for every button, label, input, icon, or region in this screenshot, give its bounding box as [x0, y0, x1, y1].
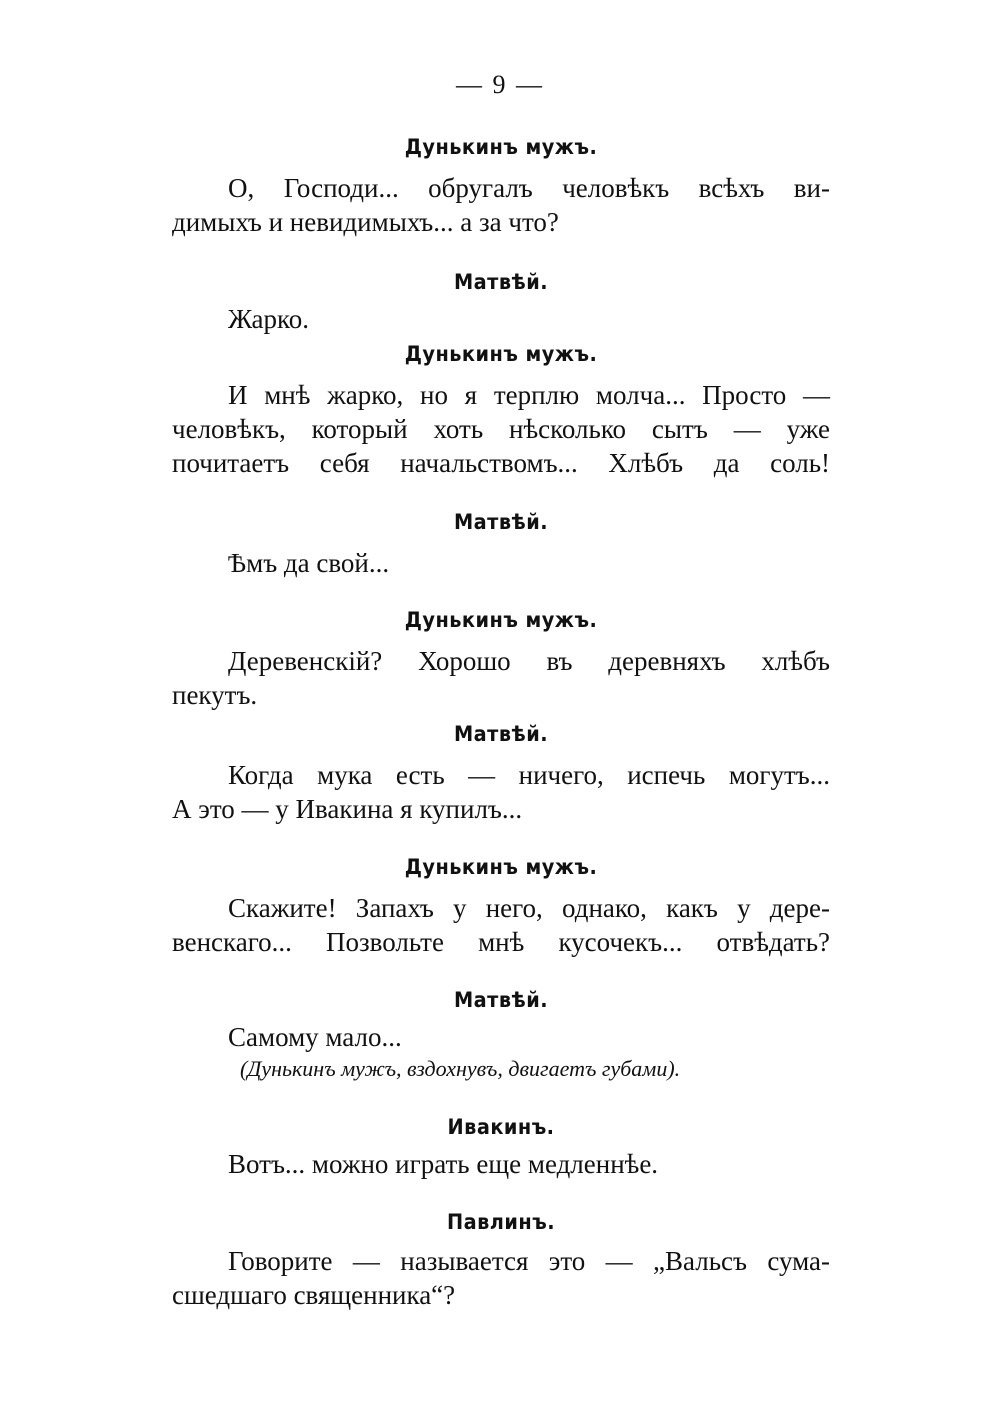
dialogue-block: [172, 1210, 830, 1312]
dialogue-line: пекутъ.: [172, 680, 258, 710]
speaker-name: Дунькинъ мужъ.: [404, 342, 598, 366]
dialogue-line: О, Господи... обругалъ человѣкъ всѣхъ ви-: [228, 173, 830, 203]
dialogue-block: [172, 135, 830, 239]
page-number: — 9 —: [456, 70, 544, 99]
dialogue-line: А это — у Ивакина я купилъ...: [172, 794, 523, 824]
dialogue-block: [172, 988, 830, 1084]
dialogue-block: [172, 608, 830, 712]
dialogue-line: венскаго... Позвольте мнѣ кусочекъ... отвѣдать?: [172, 927, 830, 957]
dialogue-block: [172, 722, 830, 826]
speaker-name: Ивакинъ.: [447, 1115, 555, 1139]
speaker-name: Матвѣй.: [453, 988, 549, 1012]
dialogue-line: Деревенскій? Хорошо въ деревняхъ хлѣбъ: [228, 646, 830, 676]
dialogue-line: Говорите — называется это — „Вальсъ сума-: [228, 1246, 830, 1276]
dialogue-line: Скажите! Запахъ у него, однако, какъ у дере-: [228, 893, 830, 923]
dialogue-line: Жарко.: [228, 304, 309, 334]
dialogue-line: Ѣмъ да свой...: [228, 548, 390, 578]
speaker-name: Матвѣй.: [453, 722, 549, 746]
dialogue-line: почитаетъ себя начальствомъ... Хлѣбъ да соль!: [172, 448, 830, 478]
dialogue-line: человѣкъ, который хоть нѣсколько сытъ — уже: [172, 414, 830, 444]
dialogue-block: [172, 342, 830, 480]
speaker-name: Дунькинъ мужъ.: [404, 608, 598, 632]
dialogue-block: [172, 510, 830, 580]
dialogue-line: димыхъ и невидимыхъ... а за что?: [172, 207, 559, 237]
dialogue-line: Вотъ... можно играть еще медленнѣе.: [228, 1149, 659, 1179]
stage-direction: (Дунькинъ мужъ, вздохнувъ, двигаетъ губами).: [240, 1056, 681, 1081]
dialogue-line: И мнѣ жарко, но я терплю молча... Просто —: [228, 380, 830, 410]
speaker-name: Дунькинъ мужъ.: [404, 135, 598, 159]
dialogue-block: [172, 1115, 830, 1181]
dialogue-line: Когда мука есть — ничего, испечь могутъ...: [228, 760, 830, 790]
speaker-name: Матвѣй.: [453, 510, 549, 534]
dialogue-block: [172, 855, 830, 959]
speaker-name: Павлинъ.: [446, 1210, 556, 1234]
speaker-name: Дунькинъ мужъ.: [404, 855, 598, 879]
dialogue-line: сшедшаго священника“?: [172, 1280, 456, 1310]
dialogue-line: Самому мало...: [228, 1022, 402, 1052]
dialogue-block: [172, 270, 830, 336]
speaker-name: Матвѣй.: [453, 270, 549, 294]
